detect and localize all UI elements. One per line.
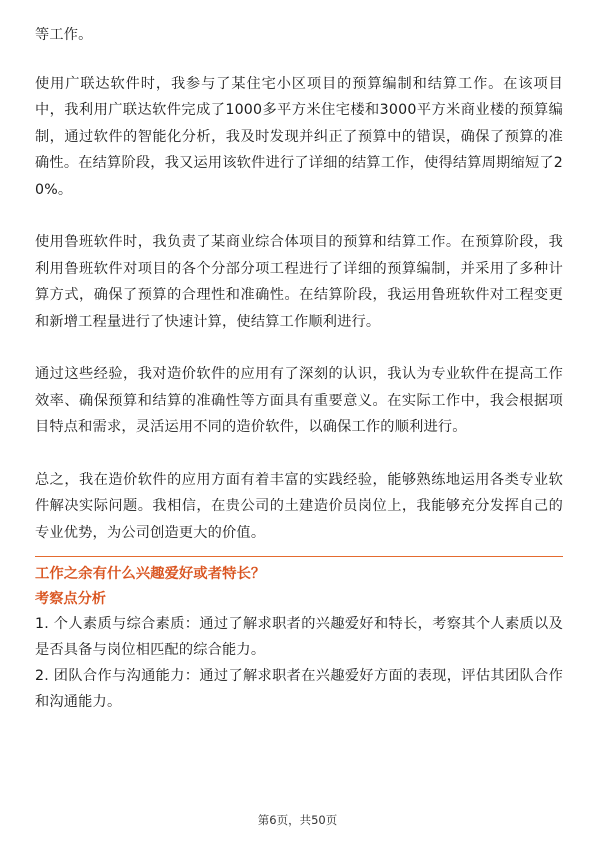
question-title: 工作之余有什么兴趣爱好或者特长？ bbox=[35, 566, 266, 582]
paragraph-luban-experience: 使用鲁班软件时，我负责了某商业综合体项目的预算和结算工作。在预算阶段，我利用鲁班软件对项目的各个分部分项工程进行了详细的预算编制，并采用了多种计算方式，确保了预算的合理性和准确性。在结算阶段，我运用鲁班软件对工程变更和新增工程量进行了快速计算，使结算工作顺利进行。 bbox=[35, 234, 563, 330]
page-number-footer: 第6页，共50页 bbox=[257, 813, 338, 827]
analysis-item: 2. 团队合作与沟通能力：通过了解求职者在兴趣爱好方面的表现，评估其团队合作和沟通能力。 bbox=[35, 668, 563, 710]
paragraph-understanding: 通过这些经验，我对造价软件的应用有了深刻的认识，我认为专业软件在提高工作效率、确保预算和结算的准确性等方面具有重要意义。在实际工作中，我会根据项目特点和需求，灵活运用不同的造价软件，以确保工作的顺利进行。 bbox=[35, 366, 563, 435]
paragraph-summary: 总之，我在造价软件的应用方面有着丰富的实践经验，能够熟练地运用各类专业软件解决实际问题。我相信，在贵公司的土建造价员岗位上，我能够充分发挥自己的专业优势，为公司创造更大的价值。 bbox=[35, 471, 563, 541]
paragraph-glodon-experience: 使用广联达软件时，我参与了某住宅小区项目的预算编制和结算工作。在该项目中，我利用广联达软件完成了1000多平方米住宅楼和3000平方米商业楼的预算编制，通过软件的智能化分析，我及时发现并纠正了预算中的错误，确保了预算的准确性。在结算阶段，我又运用该软件进行了详细的结算工作，使得结算周期缩短了20%。 bbox=[35, 75, 563, 198]
section-divider bbox=[35, 556, 563, 557]
analysis-item: 1. 个人素质与综合素质：通过了解求职者的兴趣爱好和特长，考察其个人素质以及是否具备与岗位相匹配的综合能力。 bbox=[35, 616, 563, 658]
paragraph-continuation: 等工作。 bbox=[35, 27, 93, 43]
analysis-heading: 考察点分析 bbox=[35, 591, 106, 607]
page-content bbox=[35, 22, 563, 715]
